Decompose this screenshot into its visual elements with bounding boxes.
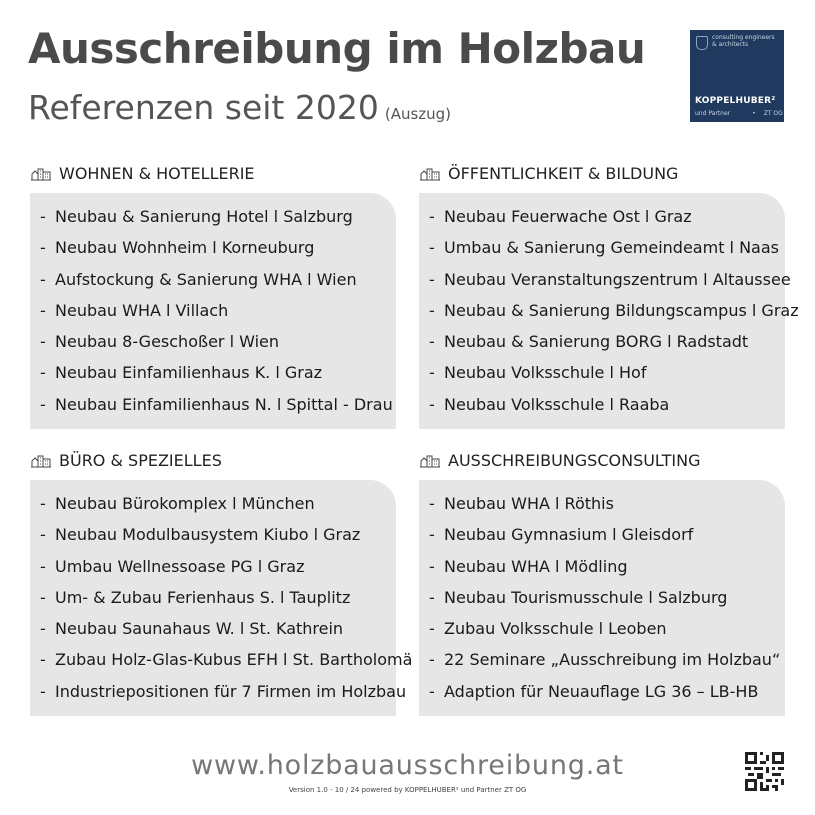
- section-title-text: BÜRO & SPEZIELLES: [59, 451, 222, 470]
- list-item: - Neubau 8-Geschoßer l Wien: [40, 332, 279, 352]
- subtitle-note: (Auszug): [384, 105, 452, 123]
- section-title-text: ÖFFENTLICHKEIT & BILDUNG: [448, 164, 679, 183]
- crest-icon: [696, 36, 708, 50]
- list-item: - Neubau Saunahaus W. l St. Kathrein: [40, 619, 344, 639]
- list-item: - Neubau & Sanierung BORG l Radstadt: [429, 332, 749, 352]
- list-item: - Umbau Wellnessoase PG l Graz: [40, 556, 305, 576]
- list-item: - Neubau Einfamilienhaus K. l Graz: [40, 363, 323, 383]
- list-item: - 22 Seminare „Ausschreibung im Holzbau“: [429, 650, 781, 670]
- building-icon: [420, 167, 440, 181]
- section-title-wohnen: [31, 164, 255, 183]
- logo-brand: KOPPELHUBER²: [695, 96, 776, 106]
- list-item: - Neubau Einfamilienhaus N. l Spittal - Drau: [40, 394, 393, 414]
- logo-brand-sub-right: ZT OG: [763, 110, 783, 117]
- section-title-text: AUSSCHREIBUNGSCONSULTING: [448, 451, 701, 470]
- logo-brand-sub-left: und Partner: [695, 110, 731, 117]
- list-item: - Neubau Modulbausystem Kiubo l Graz: [40, 525, 361, 545]
- subtitle-main: Referenzen seit 2020: [28, 88, 379, 127]
- list-item: - Zubau Volksschule l Leoben: [429, 619, 667, 639]
- section-title-buero: [31, 451, 222, 470]
- list-item: - Neubau Wohnheim l Korneuburg: [40, 238, 315, 258]
- section-title-oeffentlichkeit: [420, 164, 678, 183]
- version-note: Version 1.0 - 10 / 24 powered by KOPPELHUBER² und Partner ZT OG: [288, 786, 527, 794]
- qr-code-icon[interactable]: [745, 752, 784, 791]
- list-item: - Neubau Bürokomplex l München: [40, 494, 315, 513]
- list-item: - Um- & Zubau Ferienhaus S. l Tauplitz: [40, 587, 351, 607]
- list-item: - Zubau Holz-Glas-Kubus EFH l St. Bartholomä: [40, 650, 413, 670]
- website-link[interactable]: www.holzbauausschreibung.at: [191, 750, 624, 781]
- list-item: - Neubau Veranstaltungszentrum l Altaussee: [429, 269, 791, 289]
- list-item: - Neubau Volksschule l Raaba: [429, 394, 670, 414]
- section-box-consulting: [419, 480, 785, 716]
- list-item: - Neubau Feuerwache Ost l Graz: [429, 207, 692, 226]
- list-item: - Neubau WHA l Röthis: [429, 494, 614, 513]
- logo-tagline: consulting engineers & architects: [712, 34, 775, 48]
- list-item: - Adaption für Neuauflage LG 36 – LB-HB: [429, 681, 759, 701]
- list-item: - Neubau & Sanierung Bildungscampus l Graz: [429, 300, 799, 320]
- list-item: - Umbau & Sanierung Gemeindeamt l Naas: [429, 238, 779, 258]
- list-item: - Neubau Volksschule l Hof: [429, 363, 647, 383]
- page-subtitle: [28, 88, 451, 127]
- list-item: - Neubau WHA l Mödling: [429, 556, 628, 576]
- logo-brand-sub: und Partner • ZT OG: [695, 110, 783, 117]
- list-item: - Neubau WHA l Villach: [40, 300, 229, 320]
- list-item: - Neubau Tourismusschule l Salzburg: [429, 587, 728, 607]
- section-title-consulting: [420, 451, 701, 470]
- building-icon: [31, 454, 51, 468]
- section-title-text: WOHNEN & HOTELLERIE: [59, 164, 255, 183]
- page-title: Ausschreibung im Holzbau: [28, 24, 646, 73]
- company-logo: [690, 30, 784, 122]
- section-box-oeffentlichkeit: [419, 193, 799, 429]
- section-box-buero: [30, 480, 413, 716]
- list-item: - Neubau Gymnasium l Gleisdorf: [429, 525, 694, 545]
- building-icon: [420, 454, 440, 468]
- list-item: - Aufstockung & Sanierung WHA l Wien: [40, 269, 357, 289]
- list-item: - Industriepositionen für 7 Firmen im Holzbau: [40, 681, 407, 701]
- list-item: - Neubau & Sanierung Hotel l Salzburg: [40, 207, 353, 226]
- building-icon: [31, 167, 51, 181]
- section-box-wohnen: [30, 193, 396, 429]
